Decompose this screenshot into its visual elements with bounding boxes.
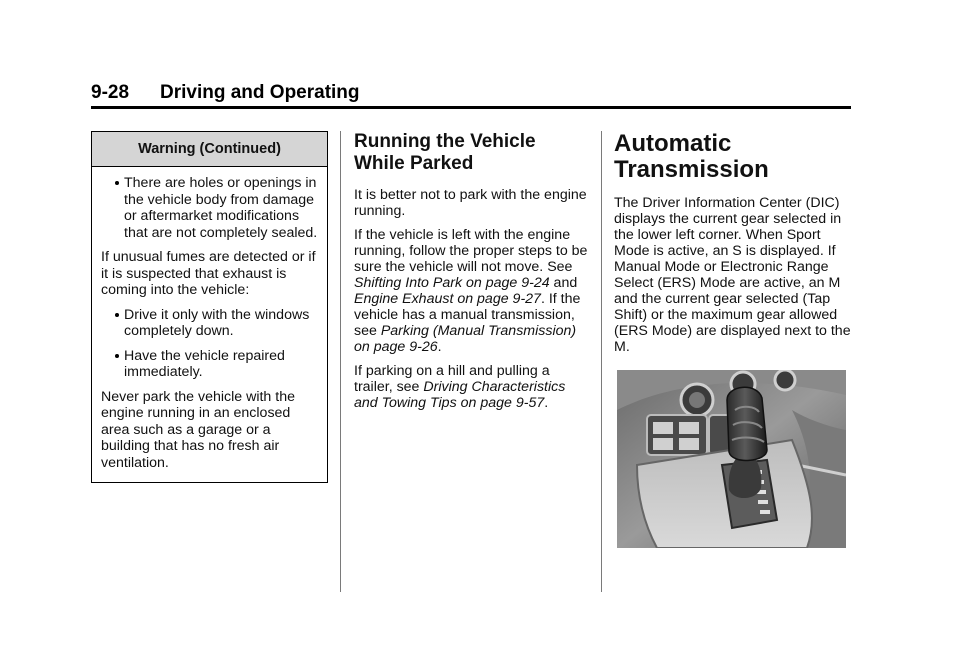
warning-bullet — [101, 175, 319, 241]
column-divider — [601, 131, 602, 592]
column-divider — [340, 131, 341, 592]
running-paragraph: It is better not to park with the engine running. — [354, 187, 587, 219]
text-run: . — [544, 395, 549, 411]
text-run: If parking on a hill and pulling a trailer, see — [354, 363, 550, 395]
warning-body — [92, 167, 327, 471]
running-paragraph — [354, 363, 590, 411]
warning-bullet — [101, 348, 319, 381]
running-section — [354, 131, 590, 419]
cross-reference-link[interactable]: Shifting Into Park on page 9-24 — [354, 275, 550, 291]
running-paragraph — [354, 227, 590, 355]
text-run: . — [437, 339, 442, 355]
cross-reference-link[interactable]: Parking (Manual Transmission) on page 9-26 — [354, 323, 577, 355]
automatic-paragraph: The Driver Information Center (DIC) displays the current gear selected in the lower left corner. When Sport Mode is active, an S is displayed. If Manual Mode or Electronic Range Select (ERS) Mode are active, an M and the current gear selected (Tap Shift) or the maximum gear allowed (ERS Mode) are displayed next to the M. — [614, 195, 851, 355]
warning-bullet-text: There are holes or openings in the vehicle body from damage or aftermarket modifications that are not completely sealed. — [124, 175, 318, 241]
warning-box — [91, 131, 328, 483]
automatic-heading: Automatic Transmission — [614, 130, 769, 183]
section-title: Driving and Operating — [160, 82, 360, 103]
cross-reference-link[interactable]: Driving Characteristics and Towing Tips on page 9-57 — [354, 379, 566, 411]
shifter-illustration — [617, 370, 846, 548]
bullet-icon — [115, 313, 119, 317]
warning-paragraph: If unusual fumes are detected or if it is suspected that exhaust is coming into the vehicle: — [101, 249, 316, 298]
automatic-section — [614, 131, 852, 363]
warning-paragraph: Never park the vehicle with the engine running in an enclosed area such as a garage or a building that has no fresh air ventilation. — [101, 388, 295, 471]
warning-bullet — [101, 307, 319, 340]
page-header — [91, 78, 851, 109]
page-number: 9-28 — [91, 82, 130, 103]
warning-bullet-text: Drive it only with the windows completely down. — [124, 306, 310, 339]
bullet-icon — [115, 181, 119, 185]
cross-reference-link[interactable]: Engine Exhaust on page 9-27 — [354, 291, 541, 307]
text-run: . If the vehicle has a manual transmission, see — [354, 291, 581, 339]
warning-title: Warning (Continued) — [92, 132, 327, 167]
text-run: and — [549, 275, 578, 291]
text-run: If the vehicle is left with the engine running, follow the proper steps to be sure the vehicle will not move. See — [354, 227, 588, 275]
running-heading: Running the Vehicle While Parked — [354, 131, 536, 174]
bullet-icon — [115, 354, 119, 358]
warning-bullet-text: Have the vehicle repaired immediately. — [124, 347, 285, 380]
